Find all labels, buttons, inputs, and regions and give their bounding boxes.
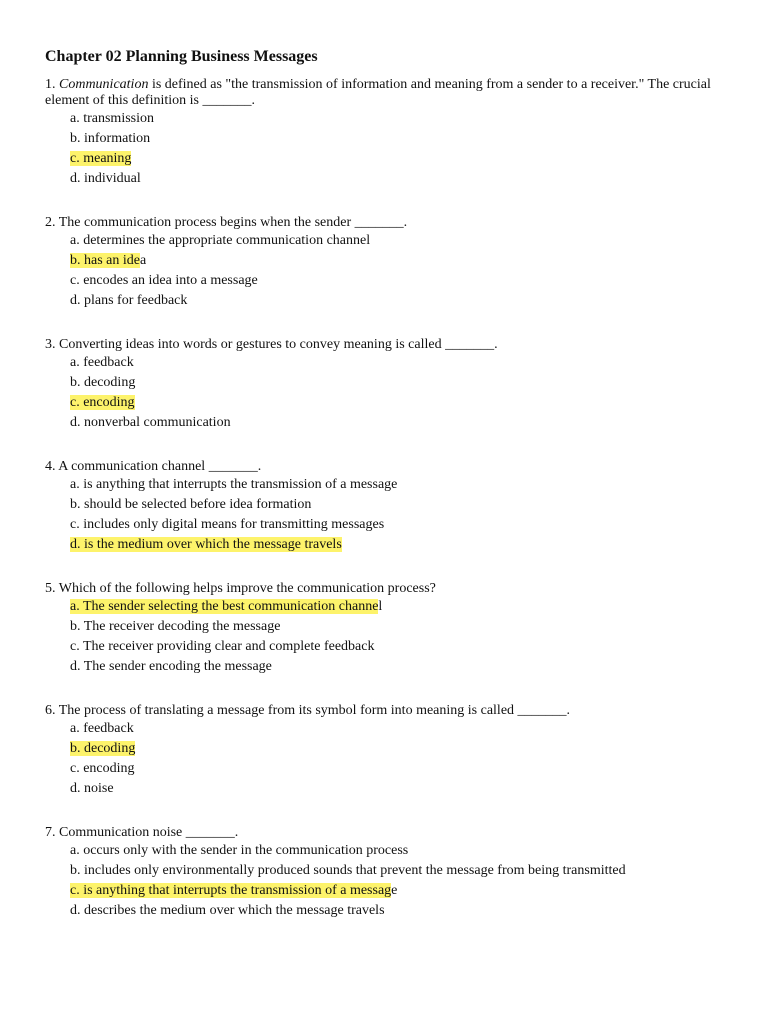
answer-option: d. noise xyxy=(70,781,114,796)
document-title: Chapter 02 Planning Business Messages xyxy=(45,48,318,65)
question-7 xyxy=(45,825,725,919)
answer-tail: e xyxy=(391,883,398,898)
question-text: Converting ideas into words or gestures to convey meaning is called _______. xyxy=(59,337,498,352)
document-page xyxy=(45,47,725,947)
answer-option: d. nonverbal communication xyxy=(70,415,231,430)
question-number: 6. xyxy=(45,703,56,718)
answer-option: a. feedback xyxy=(70,721,134,736)
question-1 xyxy=(45,77,725,187)
question-5 xyxy=(45,581,725,675)
highlighted-answer: b. has an ide xyxy=(70,253,140,268)
answer-option-correct xyxy=(70,253,725,269)
answer-options xyxy=(45,477,725,553)
question-stem xyxy=(45,581,725,597)
answer-option: d. describes the medium over which the message travels xyxy=(70,903,385,918)
question-number: 5. xyxy=(45,581,56,596)
answer-option: a. transmission xyxy=(70,111,154,126)
answer-option: a. feedback xyxy=(70,355,134,370)
question-text: The process of translating a message from its symbol form into meaning is called _______. xyxy=(58,703,571,718)
answer-options xyxy=(45,843,725,919)
question-text: The communication process begins when the sender _______. xyxy=(58,215,408,230)
question-text: Which of the following helps improve the communication process? xyxy=(58,581,436,596)
question-text: Communication noise _______. xyxy=(59,825,239,840)
answer-option: a. determines the appropriate communication channel xyxy=(70,233,371,248)
answer-options xyxy=(45,111,725,187)
question-number: 7. xyxy=(45,825,56,840)
question-stem xyxy=(45,77,725,109)
question-text: is defined as "the transmission of information and meaning from a sender to a receiver." The crucial element of this definition is _______. xyxy=(45,77,711,108)
question-number: 3. xyxy=(45,337,56,352)
highlighted-answer: b. decoding xyxy=(70,741,136,756)
answer-option: b. should be selected before idea formation xyxy=(70,497,312,512)
answer-option-correct xyxy=(70,537,725,553)
answer-option: b. includes only environmentally produced sounds that prevent the message from being transmitted xyxy=(70,863,626,878)
answer-option: d. plans for feedback xyxy=(70,293,188,308)
answer-option: c. encodes an idea into a message xyxy=(70,273,258,288)
answer-option: a. is anything that interrupts the transmission of a message xyxy=(70,477,398,492)
highlighted-answer: a. The sender selecting the best communication channe xyxy=(70,599,379,614)
highlighted-answer: c. encoding xyxy=(70,395,135,410)
answer-tail: l xyxy=(378,599,383,614)
answer-options xyxy=(45,233,725,309)
answer-option: b. information xyxy=(70,131,151,146)
question-2 xyxy=(45,215,725,309)
answer-tail: a xyxy=(139,253,147,268)
question-number: 1. xyxy=(45,77,56,92)
answer-option: c. The receiver providing clear and complete feedback xyxy=(70,639,375,654)
highlighted-answer: c. is anything that interrupts the transmission of a messag xyxy=(70,883,392,898)
question-stem xyxy=(45,215,725,231)
answer-option: d. The sender encoding the message xyxy=(70,659,272,674)
answer-option-correct xyxy=(70,151,725,167)
question-stem xyxy=(45,825,725,841)
answer-option: d. individual xyxy=(70,171,141,186)
answer-option: c. includes only digital means for transmitting messages xyxy=(70,517,385,532)
question-text: A communication channel _______. xyxy=(58,459,262,474)
question-6 xyxy=(45,703,725,797)
question-stem xyxy=(45,703,725,719)
question-stem xyxy=(45,337,725,353)
question-stem xyxy=(45,459,725,475)
answer-options xyxy=(45,355,725,431)
highlighted-answer: d. is the medium over which the message travels xyxy=(70,537,342,552)
answer-option-correct xyxy=(70,741,725,757)
answer-option: c. encoding xyxy=(70,761,135,776)
answer-option: b. The receiver decoding the message xyxy=(70,619,281,634)
question-number: 4. xyxy=(45,459,56,474)
answer-option-correct xyxy=(70,883,725,899)
italic-term: Communication xyxy=(59,77,149,92)
answer-option-correct xyxy=(70,395,725,411)
answer-option: a. occurs only with the sender in the communication process xyxy=(70,843,409,858)
question-number: 2. xyxy=(45,215,56,230)
answer-options xyxy=(45,599,725,675)
answer-options xyxy=(45,721,725,797)
question-3 xyxy=(45,337,725,431)
answer-option-correct xyxy=(70,599,725,615)
highlighted-answer: c. meaning xyxy=(70,151,132,166)
answer-option: b. decoding xyxy=(70,375,136,390)
question-4 xyxy=(45,459,725,553)
